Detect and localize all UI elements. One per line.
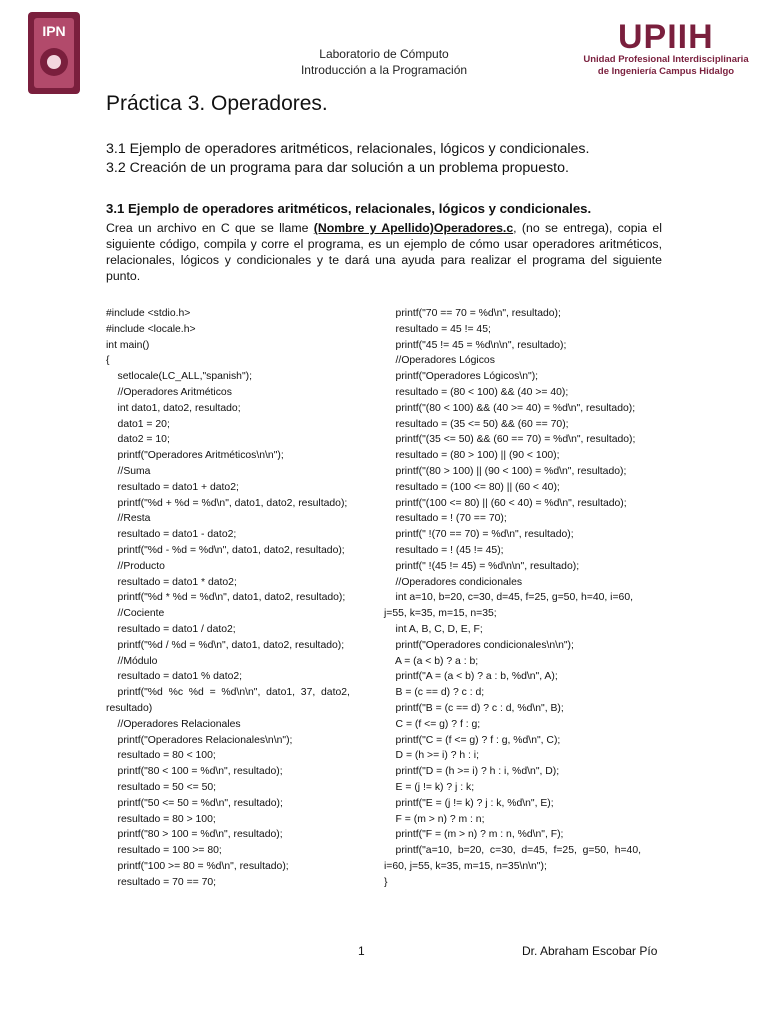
code-line: A = (a < b) ? a : b;	[384, 655, 479, 667]
code-line: {	[106, 355, 110, 367]
code-line: B = (c == d) ? c : d;	[384, 687, 485, 699]
upiih-subtitle-2: de Ingeniería Campus Hidalgo	[597, 66, 735, 77]
code-line: printf("%d * %d = %d\n", dato1, dato2, resultado);	[106, 592, 346, 604]
intro-text-a: Crea un archivo en C que se llame	[106, 221, 314, 235]
code-line: resultado = 100 >= 80;	[106, 845, 222, 857]
code-line: resultado = (80 < 100) && (40 >= 40);	[384, 386, 569, 398]
code-line: printf("E = (j != k) ? j : k, %d\n", E);	[384, 797, 554, 809]
code-line: int main()	[106, 339, 150, 351]
code-line: printf("%d / %d = %d\n", dato1, dato2, resultado);	[106, 639, 345, 651]
code-line: #include <locale.h>	[106, 323, 196, 335]
code-line: resultado)	[106, 702, 153, 714]
upiih-subtitle-1: Unidad Profesional Interdisciplinaria	[583, 54, 749, 65]
code-line: printf("%d - %d = %d\n", dato1, dato2, resultado);	[106, 544, 345, 556]
code-line: printf("A = (a < b) ? a : b, %d\n", A);	[384, 671, 558, 683]
code-line: printf("a=10, b=20, c=30, d=45, f=25, g=50, h=40,	[384, 845, 642, 857]
code-line: resultado = (35 <= 50) && (60 == 70);	[384, 418, 569, 430]
code-line: //Operadores Lógicos	[384, 355, 495, 367]
code-column-right	[384, 306, 664, 890]
code-line: printf("80 > 100 = %d\n", resultado);	[106, 829, 283, 841]
code-line: resultado = 80 < 100;	[106, 750, 216, 762]
code-line: printf("100 >= 80 = %d\n", resultado);	[106, 860, 289, 872]
author-name: Dr. Abraham Escobar Pío	[522, 944, 658, 958]
code-line: //Operadores Relacionales	[106, 718, 241, 730]
toc-item: 3.2 Creación de un programa para dar solución a un problema propuesto.	[106, 160, 569, 176]
code-line: printf("80 < 100 = %d\n", resultado);	[106, 766, 283, 778]
code-line: //Operadores condicionales	[384, 576, 523, 588]
code-line: //Cociente	[106, 608, 165, 620]
code-line: resultado = 70 == 70;	[106, 876, 217, 888]
intro-filename: (Nombre y Apellido)Operadores.c	[313, 221, 514, 235]
code-line: //Producto	[106, 560, 165, 572]
code-line: resultado = dato1 + dato2;	[106, 481, 239, 493]
code-line: resultado = dato1 % dato2;	[106, 671, 243, 683]
code-column-left	[106, 306, 386, 890]
code-line: printf("%d %c %d = %d\n\n", dato1, 37, dato2,	[106, 687, 350, 699]
code-line: resultado = dato1 * dato2;	[106, 576, 237, 588]
code-line: resultado = dato1 - dato2;	[106, 529, 237, 541]
code-line: printf("70 == 70 = %d\n", resultado);	[384, 308, 561, 319]
code-line: }	[384, 876, 388, 888]
code-line: printf("50 <= 50 = %d\n", resultado);	[106, 797, 283, 809]
page-title: Práctica 3. Operadores.	[106, 92, 328, 115]
ipn-logo-text: IPN	[42, 23, 66, 39]
code-line: #include <stdio.h>	[106, 308, 191, 319]
code-line: printf("Operadores Lógicos\n");	[384, 371, 539, 383]
code-line: printf("45 != 45 = %d\n\n", resultado);	[384, 339, 567, 351]
code-line: printf("(80 < 100) && (40 >= 40) = %d\n", resultado);	[384, 402, 636, 414]
code-line: resultado = 45 != 45;	[384, 323, 491, 335]
code-line: resultado = 80 > 100;	[106, 813, 216, 825]
code-line: resultado = ! (70 == 70);	[384, 513, 507, 525]
code-line: printf(" !(45 != 45) = %d\n\n", resultado);	[384, 560, 580, 572]
code-line: //Suma	[106, 465, 151, 477]
code-line: printf(" !(70 == 70) = %d\n", resultado);	[384, 529, 574, 541]
upiih-brand: UPIIH	[618, 18, 714, 56]
code-line: printf("(80 > 100) || (90 < 100) = %d\n", resultado);	[384, 465, 627, 477]
code-line: printf("%d + %d = %d\n", dato1, dato2, resultado);	[106, 497, 348, 509]
code-line: E = (j != k) ? j : k;	[384, 781, 475, 793]
code-line: printf("F = (m > n) ? m : n, %d\n", F);	[384, 829, 564, 841]
lab-name: Laboratorio de Cómputo	[319, 47, 449, 61]
code-line: printf("D = (h >= i) ? h : i, %d\n", D);	[384, 766, 560, 778]
code-line: resultado = ! (45 != 45);	[384, 544, 504, 556]
code-line: C = (f <= g) ? f : g;	[384, 718, 481, 730]
code-line: j=55, k=35, m=15, n=35;	[384, 608, 497, 620]
code-line: printf("C = (f <= g) ? f : g, %d\n", C);	[384, 734, 561, 746]
code-line: int a=10, b=20, c=30, d=45, f=25, g=50, h=40, i=60,	[384, 592, 633, 604]
course-name: Introducción a la Programación	[300, 63, 468, 77]
code-line: printf("B = (c == d) ? c : d, %d\n", B);	[384, 702, 564, 714]
page-number: 1	[358, 944, 365, 958]
section-title: 3.1 Ejemplo de operadores aritméticos, relacionales, lógicos y condicionales.	[106, 201, 592, 216]
code-line: i=60, j=55, k=35, m=15, n=35\n\n");	[384, 860, 547, 872]
intro-text-b: , (no se entrega), copia el siguiente código, compila y corre el programa, es un ejemplo de cómo usar operadores aritméticos, relacionales, lógicos y condicionales y te dará una ayuda para realizar el programa del siguiente punto.	[106, 221, 662, 283]
toc-item: 3.1 Ejemplo de operadores aritméticos, relacionales, lógicos y condicionales.	[106, 141, 590, 157]
code-line: printf("Operadores condicionales\n\n");	[384, 639, 574, 651]
code-line: resultado = dato1 / dato2;	[106, 623, 236, 635]
code-line: F = (m > n) ? m : n;	[384, 813, 485, 825]
code-line: printf("(35 <= 50) && (60 == 70) = %d\n", resultado);	[384, 434, 636, 446]
code-line: resultado = (100 <= 80) || (60 < 40);	[384, 481, 560, 493]
code-line: //Operadores Aritméticos	[106, 386, 232, 398]
code-line: printf("(100 <= 80) || (60 < 40) = %d\n", resultado);	[384, 497, 627, 509]
section-intro	[106, 220, 662, 284]
code-line: dato1 = 20;	[106, 418, 170, 430]
code-line: D = (h >= i) ? h : i;	[384, 750, 479, 762]
upiih-logo	[578, 20, 754, 78]
code-line: printf("Operadores Aritméticos\n\n");	[106, 450, 284, 462]
code-line: printf("Operadores Relacionales\n\n");	[106, 734, 293, 746]
table-of-contents	[106, 140, 686, 178]
code-line: resultado = (80 > 100) || (90 < 100);	[384, 450, 560, 462]
code-line: setlocale(LC_ALL,"spanish");	[106, 371, 252, 383]
code-line: //Resta	[106, 513, 151, 525]
code-line: int A, B, C, D, E, F;	[384, 623, 483, 635]
code-line: int dato1, dato2, resultado;	[106, 402, 241, 414]
code-line: //Módulo	[106, 655, 158, 667]
code-line: resultado = 50 <= 50;	[106, 781, 217, 793]
code-line: dato2 = 10;	[106, 434, 170, 446]
